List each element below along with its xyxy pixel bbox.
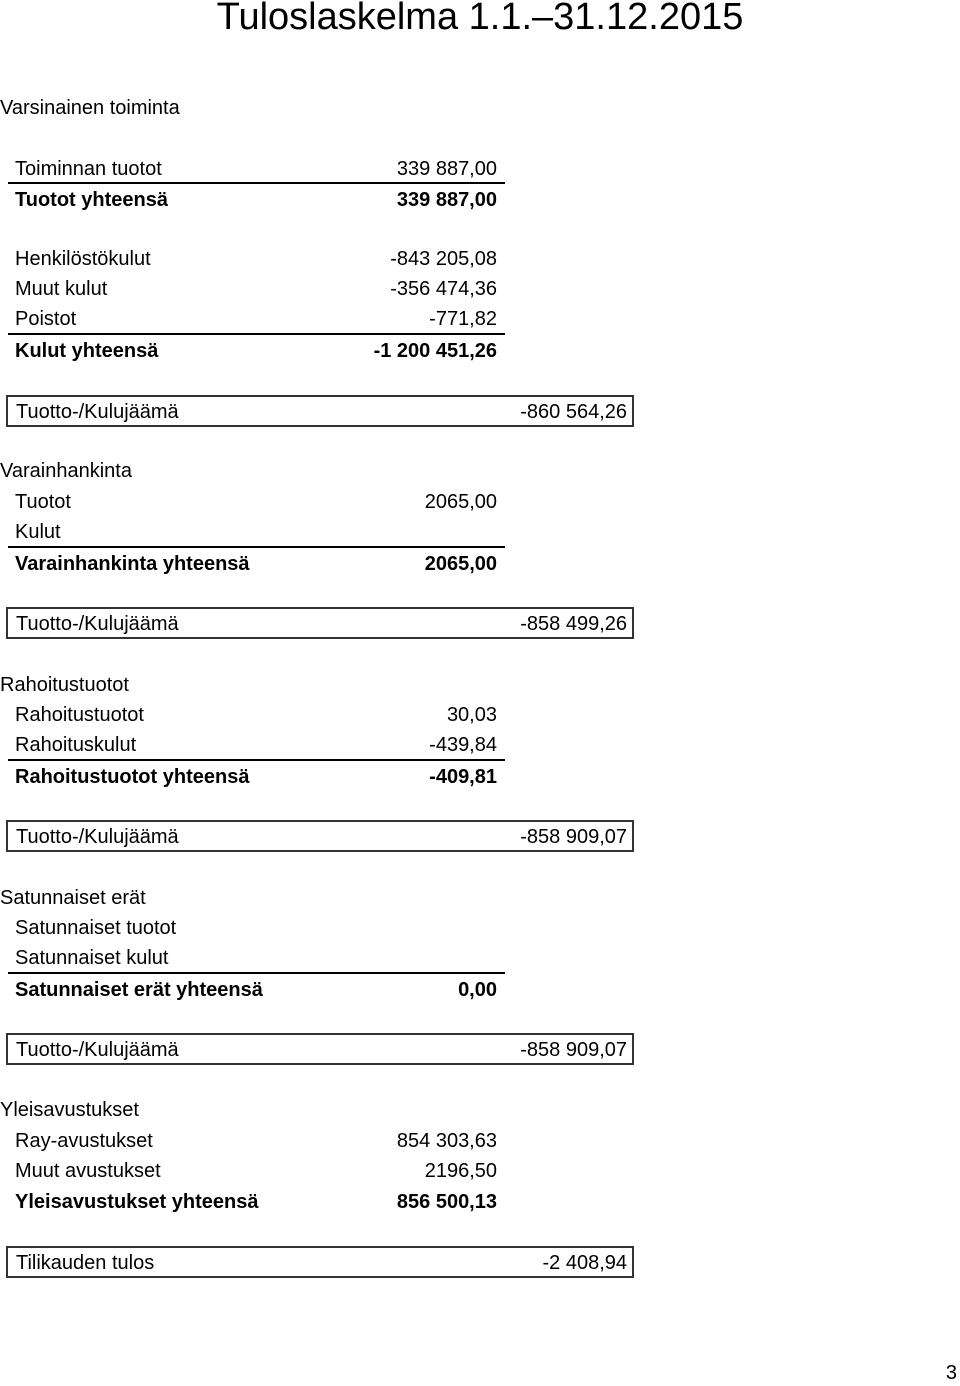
row-label: Tuotot yhteensä xyxy=(15,189,168,211)
result-label: Tuotto-/Kulujäämä xyxy=(16,826,179,848)
row-label: Satunnaiset tuotot xyxy=(15,917,177,939)
row-value: -843 205,08 xyxy=(390,248,497,270)
row-label: Poistot xyxy=(15,308,77,330)
result-label: Tuotto-/Kulujäämä xyxy=(16,1039,179,1061)
row-value: -771,82 xyxy=(429,308,497,330)
result-value: -860 564,26 xyxy=(520,401,627,423)
section-heading-varsinainen-toiminta: Varsinainen toiminta xyxy=(0,97,180,119)
row-satunnaiset-kulut xyxy=(8,942,505,972)
row-satunnaiset-erat-yhteensa xyxy=(8,972,505,1004)
result-label: Tuotto-/Kulujäämä xyxy=(16,613,179,635)
row-value: -409,81 xyxy=(429,766,497,788)
row-label: Satunnaiset erät yhteensä xyxy=(15,979,263,1001)
result-box-tilikauden-tulos xyxy=(6,1246,634,1278)
row-value: 339 887,00 xyxy=(396,158,497,180)
result-box-varsinainen xyxy=(6,395,634,427)
row-label: Muut avustukset xyxy=(15,1160,161,1182)
row-muut-avustukset xyxy=(8,1155,505,1185)
row-label: Rahoitustuotot xyxy=(15,704,144,726)
row-rahoitustuotot-yhteensa xyxy=(8,759,505,791)
row-label: Satunnaiset kulut xyxy=(15,947,169,969)
row-label: Henkilöstökulut xyxy=(15,248,151,270)
row-label: Muut kulut xyxy=(15,278,108,300)
section-heading-rahoitustuotot: Rahoitustuotot xyxy=(0,674,129,696)
section-heading-yleisavustukset: Yleisavustukset xyxy=(0,1099,139,1121)
row-label: Rahoitustuotot yhteensä xyxy=(15,766,250,788)
result-label: Tuotto-/Kulujäämä xyxy=(16,401,179,423)
row-label: Varainhankinta yhteensä xyxy=(15,553,250,575)
result-box-varainhankinta xyxy=(6,607,634,639)
section-heading-varainhankinta: Varainhankinta xyxy=(0,460,132,482)
row-value: 0,00 xyxy=(458,979,497,1001)
row-label: Yleisavustukset yhteensä xyxy=(15,1191,259,1213)
row-kulut-yhteensa xyxy=(8,333,505,365)
row-value: 856 500,13 xyxy=(396,1191,497,1213)
row-rahoituskulut xyxy=(8,729,505,759)
row-rahoitustuotot xyxy=(8,699,505,729)
row-value: 2065,00 xyxy=(424,553,497,575)
row-value: 339 887,00 xyxy=(396,189,497,211)
result-box-satunnaiset xyxy=(6,1033,634,1065)
row-muut-kulut xyxy=(8,273,505,303)
row-value: -356 474,36 xyxy=(390,278,497,300)
row-label: Kulut yhteensä xyxy=(15,340,159,362)
row-value: 854 303,63 xyxy=(396,1130,497,1152)
row-label: Ray-avustukset xyxy=(15,1130,153,1152)
result-value: -858 499,26 xyxy=(520,613,627,635)
row-value: 30,03 xyxy=(446,704,497,726)
row-value: -1 200 451,26 xyxy=(373,340,497,362)
page-title: Tuloslaskelma 1.1.–31.12.2015 xyxy=(216,0,744,38)
tilikauden-tulos-value: -2 408,94 xyxy=(542,1252,627,1274)
row-varainhankinta-yhteensa xyxy=(8,546,505,578)
row-satunnaiset-tuotot xyxy=(8,912,505,942)
row-label: Tuotot xyxy=(15,491,71,513)
row-value: 2196,50 xyxy=(424,1160,497,1182)
row-varainhankinta-kulut xyxy=(8,516,505,546)
row-tuotot-yhteensa xyxy=(8,182,505,214)
row-poistot xyxy=(8,303,505,333)
row-yleisavustukset-yhteensa xyxy=(8,1186,505,1216)
result-value: -858 909,07 xyxy=(520,826,627,848)
row-henkilostokulut xyxy=(8,243,505,273)
row-value: 2065,00 xyxy=(424,491,497,513)
page-number: 3 xyxy=(945,1362,957,1384)
row-ray-avustukset xyxy=(8,1125,505,1155)
row-label: Toiminnan tuotot xyxy=(15,158,162,180)
row-value: -439,84 xyxy=(429,734,497,756)
row-toiminnan-tuotot xyxy=(8,153,505,183)
section-heading-satunnaiset-erat: Satunnaiset erät xyxy=(0,887,146,909)
row-varainhankinta-tuotot xyxy=(8,486,505,516)
row-label: Rahoituskulut xyxy=(15,734,137,756)
tilikauden-tulos-label: Tilikauden tulos xyxy=(16,1252,155,1274)
result-box-rahoitus xyxy=(6,820,634,852)
result-value: -858 909,07 xyxy=(520,1039,627,1061)
row-label: Kulut xyxy=(15,521,61,543)
